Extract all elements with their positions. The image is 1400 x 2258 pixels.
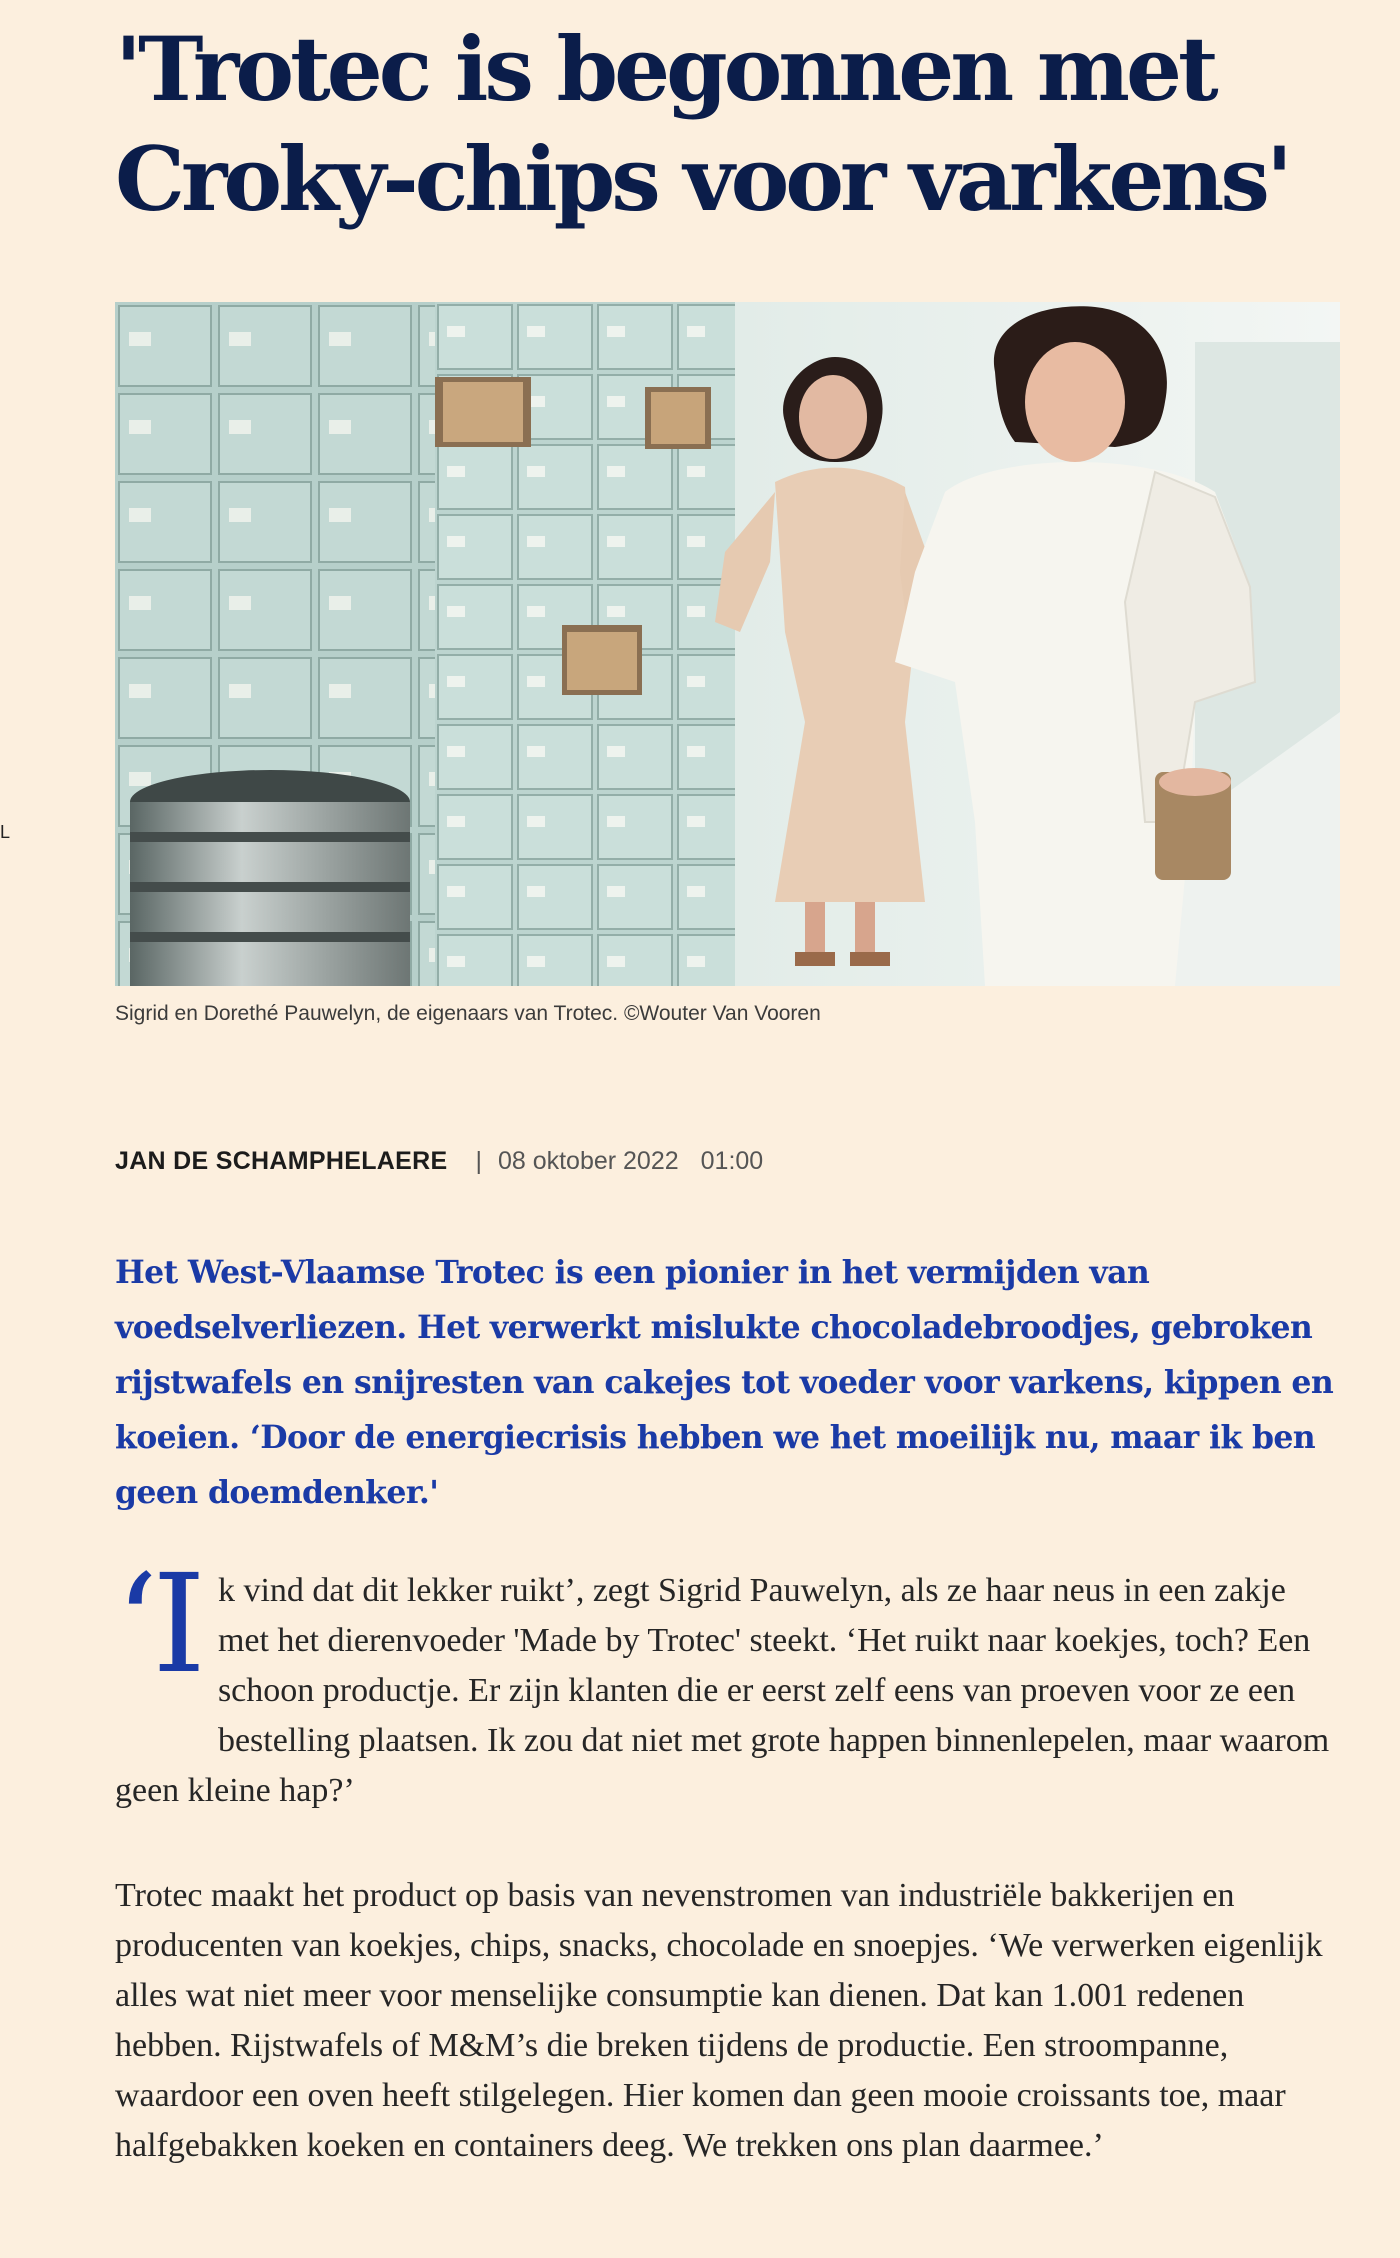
byline-separator: | [475,1147,482,1175]
publish-time: 01:00 [700,1147,764,1175]
byline [115,1147,763,1176]
photo-caption: Sigrid en Dorethé Pauwelyn, de eigenaars van Trotec. ©Wouter Van Vooren [115,1002,821,1025]
publish-date: 08 oktober 2022 [497,1147,679,1175]
body-paragraph-2: Trotec maakt het product op basis van nevenstromen van industriële bakkerijen en producenten van koekjes, chips, snacks, chocolade en snoepjes. ‘We verwerken eigenlijk alles wat niet meer voor menselijke consumptie kan dienen. Dat kan 1.001 redenen hebben. Rijstwafels of M&M’s die breken tijdens de productie. Een stroompanne, waardoor een oven heeft stilgelegen. Hier komen dan geen mooie croissants toe, maar halfgebakken koeken en containers deeg. We trekken ons plan daarmee.’ [115,1877,1323,2164]
lead-paragraph: Het West-Vlaamse Trotec is een pionier in het vermijden van voedselverliezen. Het verwerkt mislukte chocoladebroodjes, gebroken rijstwafels en snijresten van cakejes tot voeder voor varkens, kippen en koeien. ‘Door de energiecrisis hebben we het moeilijk nu, maar ik ben geen doemdenker.' [115,1254,1334,1511]
edge-text-fragment: L [0,822,11,842]
headline-line-1: 'Trotec is begonnen met [115,17,1215,121]
body-paragraph-1-text: k vind dat dit lekker ruikt’, zegt Sigrid Pauwelyn, als ze haar neus in een zakje met het dierenvoeder 'Made by Trotec' steekt. ‘Het ruikt naar koekjes, toch? Een schoon productje. Er zijn klanten die er eerst zelf eens van proeven voor ze een bestelling plaatsen. Ik zou dat niet met grote happen binnenlepelen, maar waarom geen kleine hap?’ [115,1572,1330,1809]
author-name[interactable]: JAN DE SCHAMPHELAERE [115,1147,448,1175]
drop-cap: ‘I [115,1546,200,1704]
headline-line-2: Croky-chips voor varkens' [115,127,1289,231]
headline [115,0,1340,234]
body-paragraph-1 [115,1546,1340,1816]
article [115,0,1340,2164]
hero-photo [115,302,1340,986]
